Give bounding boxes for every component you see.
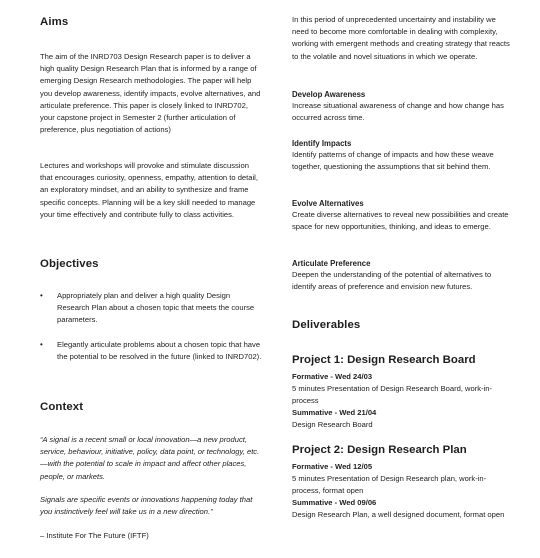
quote-paragraph-1: “A signal is a recent small or local innovation—a new product, service, behaviour, initiative, policy, data point, or technology, etc.—with the potential to scale in impact and affect other places, people, or markets. xyxy=(40,435,260,481)
objectives-heading: Objectives xyxy=(40,258,99,270)
bullet-icon: • xyxy=(40,340,43,349)
project-1-summative-text: Design Research Board xyxy=(292,420,373,429)
objective-text: Appropriately plan and deliver a high quality Design Research Plan about a chosen topic that meets the course parameters. xyxy=(57,291,255,325)
intro-paragraph: In this period of unprecedented uncertainty and instability we need to become more comfortable in dealing with complexity, working with emergent methods and creating strategy that reacts to the volatile and novel situations in which we operate. xyxy=(292,15,510,61)
objective-text: Elegantly articulate problems about a chosen topic that have the potential to be resolved in the future (linked to INRD702). xyxy=(57,340,262,362)
quote-paragraph-2: Signals are specific events or innovations happening today that you instinctively feel will take us in a new direction.” xyxy=(40,495,253,517)
quote-attribution: – Institute For The Future (IFTF) xyxy=(40,531,149,540)
section-body-evolve-alternatives: Create diverse alternatives to reveal new possibilities and create space for new opportunities, thinking, and ideas to emerge. xyxy=(292,210,509,232)
project-1-title: Project 1: Design Research Board xyxy=(292,354,476,366)
section-body-develop-awareness: Increase situational awareness of change and how change has occurred across time. xyxy=(292,101,504,123)
section-body-identify-impacts: Identify patterns of change of impacts and how these weave together, questioning the assumptions that sit behind them. xyxy=(292,150,494,172)
section-title-identify-impacts: Identify Impacts xyxy=(292,139,352,148)
project-1-formative-text: 5 minutes Presentation of Design Research Board, work-in-process xyxy=(292,384,493,406)
project-1-formative-label: Formative - Wed 24/03 xyxy=(292,372,373,381)
bullet-icon: • xyxy=(40,291,43,300)
deliverables-heading: Deliverables xyxy=(292,319,361,331)
section-title-articulate-preference: Articulate Preference xyxy=(292,259,371,268)
aims-paragraph-1: The aim of the INRD703 Design Research paper is to deliver a high quality Design Research Plan that is informed by a range of emerging Design Research methodologies. The paper will help you develop awareness, identify impacts, evolve alternatives, and articulate preference. This paper is closely linked to INRD702, your capstone project in Semester 2 (further articulation of preference, plus negotiation of actions) xyxy=(40,52,261,135)
section-title-evolve-alternatives: Evolve Alternatives xyxy=(292,199,364,208)
project-2-summative-text: Design Research Plan, a well designed document, format open xyxy=(292,510,505,519)
objective-item-1 xyxy=(40,290,262,330)
section-title-develop-awareness: Develop Awareness xyxy=(292,90,366,99)
project-2-formative-text: 5 minutes Presentation of Design Research plan, work-in-process, format open xyxy=(292,474,487,496)
section-body-articulate-preference: Deepen the understanding of the potential of alternatives to identify areas of preference and envision new futures. xyxy=(292,270,492,292)
project-1-summative-label: Summative - Wed 21/04 xyxy=(292,408,377,417)
aims-heading: Aims xyxy=(40,16,69,28)
project-2-summative-label: Summative - Wed 09/06 xyxy=(292,498,377,507)
project-2-title: Project 2: Design Research Plan xyxy=(292,444,467,456)
objective-item-2 xyxy=(40,339,262,379)
project-2-formative-label: Formative - Wed 12/05 xyxy=(292,462,373,471)
aims-paragraph-2: Lectures and workshops will provoke and stimulate discussion that encourages curiosity, openness, empathy, attention to detail, an exploratory mindset, and an ability to synthesize and frame specific concepts. Planning will be a key skill needed to manage your time effectively and contribute fully to class activities. xyxy=(40,161,258,219)
context-heading: Context xyxy=(40,401,84,413)
